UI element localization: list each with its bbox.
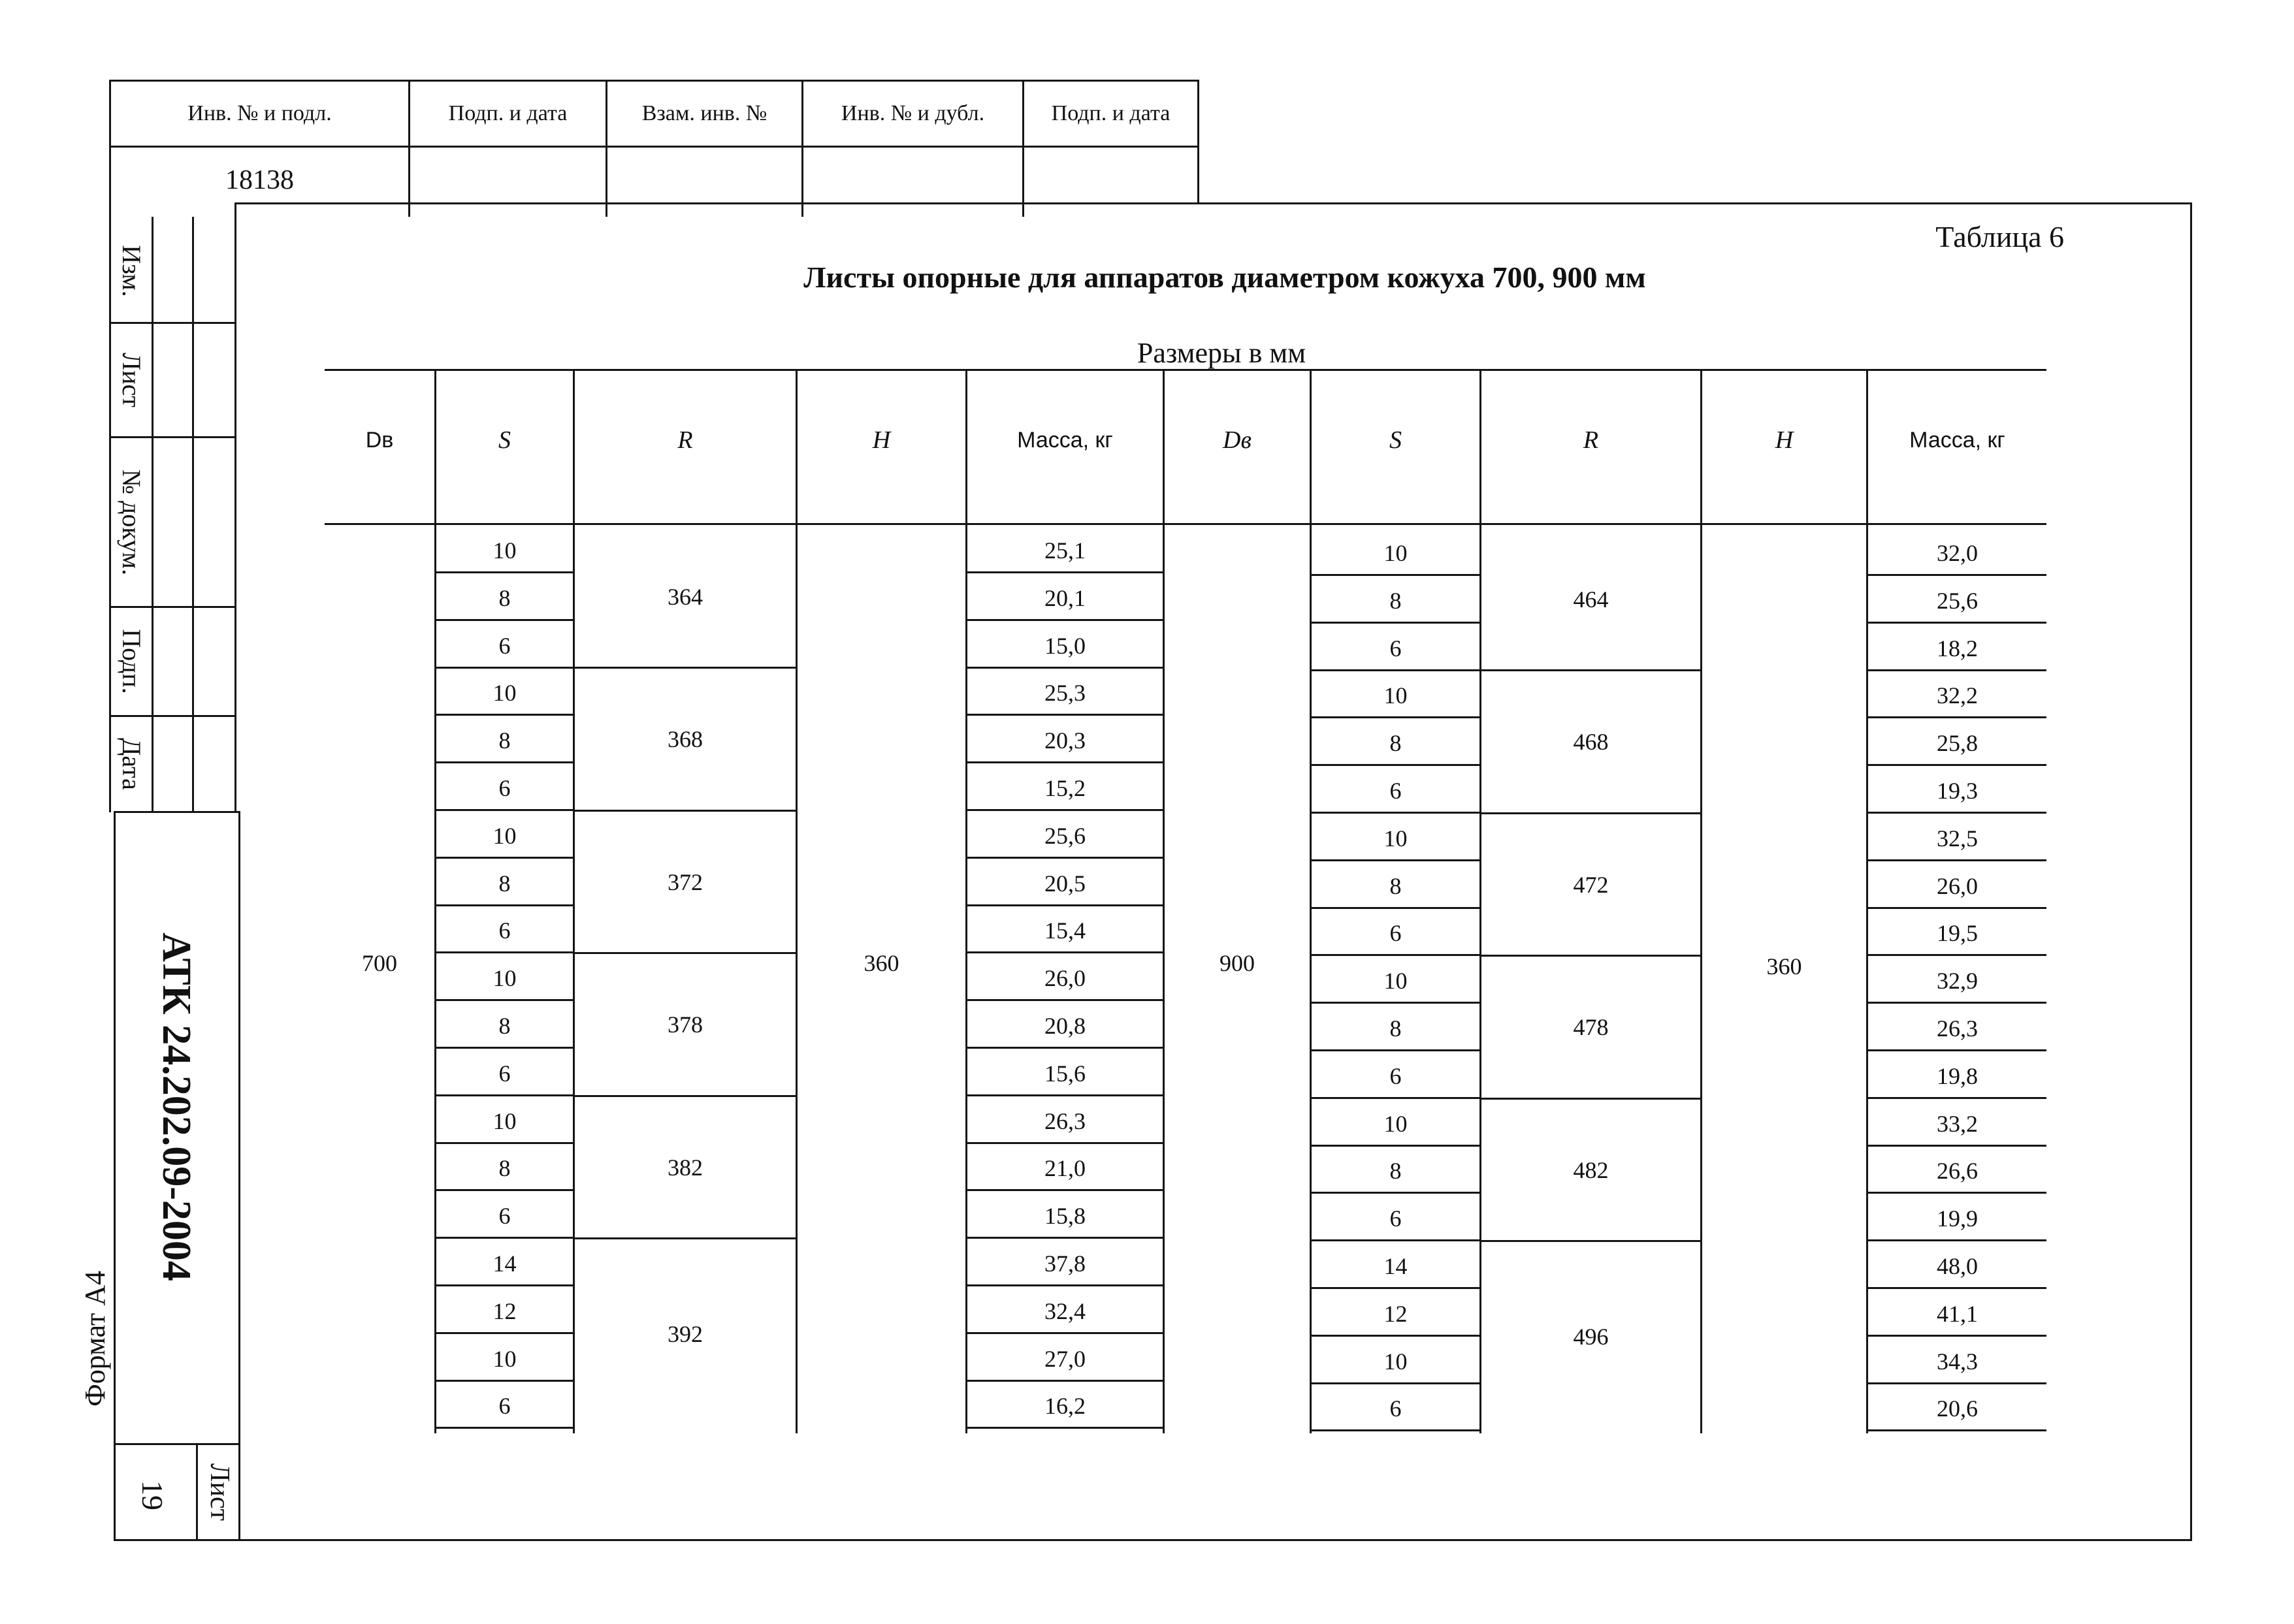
header-r-right: R [1583,426,1599,454]
row-line-mass-left [965,904,1163,906]
row-line-s-right [1310,1287,1479,1289]
dv-right-value: 900 [1220,950,1255,976]
table-cell-s-left: 10 [493,680,517,706]
table-cell-s-right: 10 [1383,825,1408,852]
table-cell-s-right: 6 [1389,1395,1402,1422]
table-cell-r-left: 372 [668,869,703,895]
row-line-s-left [434,619,573,621]
row-line-mass-left [965,1047,1163,1049]
table-cell-mass-left: 27,0 [1044,1346,1086,1372]
table-cell-mass-left: 20,1 [1044,585,1086,611]
row-line-mass-right [1866,1429,2046,1431]
row-line-mass-left [965,714,1163,716]
stamp-label-inv-orig: Инв. № и подл. [187,101,332,125]
table-cell-r-right: 478 [1573,1014,1609,1040]
row-line-mass-right [1866,1145,2046,1147]
table-cell-s-left: 10 [493,1346,517,1372]
table-cell-s-right: 8 [1389,873,1402,899]
row-line-mass-right [1866,1192,2046,1194]
table-cell-mass-right: 25,8 [1937,730,1978,756]
row-line-mass-left [965,667,1163,669]
table-cell-mass-right: 34,3 [1937,1348,1978,1375]
row-line-s-left [434,571,573,573]
table-cell-mass-right: 33,2 [1937,1111,1978,1137]
side-label-doc-no: № докум. [117,469,146,576]
table-cell-r-right: 464 [1573,586,1609,613]
table-cell-mass-right: 26,0 [1937,873,1978,899]
table-cell-s-right: 6 [1389,920,1402,946]
table-cell-s-right: 10 [1383,540,1408,566]
side-label-sign: Подп. [117,629,146,694]
table-cell-mass-right: 19,8 [1937,1063,1978,1089]
row-line-s-left [434,1380,573,1382]
table-cell-s-left: 10 [493,965,517,991]
row-line-mass-left [965,571,1163,573]
h-right-value: 360 [1766,953,1802,979]
row-line-s-right [1310,1429,1479,1431]
row-line-s-left [434,951,573,953]
table-cell-mass-left: 26,3 [1044,1108,1086,1134]
row-line-mass-right [1866,716,2046,718]
row-line-s-left [434,1094,573,1096]
row-line-s-right [1310,669,1479,671]
header-s-right: S [1389,426,1402,454]
table-cell-s-right: 6 [1389,1063,1402,1089]
table-cell-r-right: 472 [1573,872,1609,898]
row-line-mass-left [965,1237,1163,1239]
row-line-mass-right [1866,1335,2046,1337]
table-cell-r-right: 468 [1573,729,1609,755]
row-line-s-left [434,714,573,716]
dv-left-value: 700 [362,950,397,976]
table-cell-mass-right: 26,6 [1937,1158,1978,1184]
row-line-s-left [434,1047,573,1049]
table-cell-s-right: 12 [1383,1301,1408,1327]
table-cell-mass-right: 20,6 [1937,1395,1978,1422]
table-cell-r-left: 364 [668,584,703,610]
header-dv-right: Dв [1223,426,1252,454]
row-line-mass-left [965,951,1163,953]
table-cell-mass-left: 15,0 [1044,633,1086,659]
table-cell-mass-right: 18,2 [1937,635,1978,661]
table-cell-s-right: 8 [1389,730,1402,756]
table-cell-r-left: 392 [668,1320,703,1347]
table-cell-s-left: 10 [493,823,517,849]
row-line-mass-right [1866,1097,2046,1099]
table-cell-s-left: 10 [493,1108,517,1134]
row-line-mass-right [1866,907,2046,909]
table-cell-s-right: 10 [1383,682,1408,709]
row-line-s-right [1310,1335,1479,1337]
row-line-mass-right [1866,669,2046,671]
table-cell-mass-left: 25,1 [1044,537,1086,564]
row-line-s-left [434,1189,573,1191]
row-line-s-right [1310,859,1479,861]
table-cell-r-left: 378 [668,1011,703,1038]
table-cell-mass-left: 26,0 [1044,965,1086,991]
table-cell-mass-right: 41,1 [1937,1301,1978,1327]
row-line-s-left [434,1427,573,1429]
table-cell-s-left: 8 [498,1013,511,1039]
row-line-mass-right [1866,574,2046,576]
row-line-s-right [1310,622,1479,624]
row-line-mass-left [965,1380,1163,1382]
row-line-s-left [434,809,573,811]
table-cell-mass-left: 20,3 [1044,727,1086,754]
row-line-mass-left [965,1142,1163,1144]
row-line-s-left [434,904,573,906]
table-cell-mass-left: 37,8 [1044,1250,1086,1277]
row-line-s-right [1310,1239,1479,1241]
row-line-s-right [1310,1382,1479,1384]
row-line-mass-left [965,1284,1163,1286]
table-cell-mass-left: 15,6 [1044,1060,1086,1087]
row-line-s-right [1310,1002,1479,1004]
table-cell-mass-left: 25,3 [1044,680,1086,706]
row-line-mass-left [965,999,1163,1001]
row-line-s-right [1310,1145,1479,1147]
row-line-mass-left [965,857,1163,859]
row-line-mass-right [1866,1287,2046,1289]
side-label-izm: Изм. [117,245,146,297]
row-line-mass-right [1866,622,2046,624]
table-cell-mass-right: 32,5 [1937,825,1978,852]
header-r-left: R [677,426,693,454]
row-line-mass-right [1866,859,2046,861]
sheet-label: Лист [204,1463,234,1521]
table-cell-s-left: 8 [498,727,511,754]
table-cell-mass-left: 20,8 [1044,1013,1086,1039]
stamp-label-sign-date: Подп. и дата [448,101,568,125]
row-line-mass-right [1866,1239,2046,1241]
table-cell-s-left: 6 [498,917,511,944]
header-mass-left: Масса, кг [1017,427,1113,453]
table-cell-r-left: 368 [668,726,703,752]
table-cell-s-right: 8 [1389,588,1402,614]
table-title: Листы опорные для аппаратов диаметром кожуха 700, 900 мм [803,261,1646,294]
table-cell-s-left: 8 [498,585,511,611]
row-line-s-left [434,1284,573,1286]
row-line-mass-right [1866,812,2046,814]
table-cell-s-right: 6 [1389,635,1402,661]
row-line-mass-right [1866,1002,2046,1004]
row-line-s-right [1310,716,1479,718]
table-cell-s-left: 6 [498,775,511,801]
row-line-s-left [434,999,573,1001]
table-cell-s-left: 8 [498,1155,511,1181]
paper-format: Формат А4 [79,1270,111,1407]
stamp-label-sign-date-2: Подп. и дата [1051,101,1171,125]
document-code: АТК 24.202.09-2004 [154,932,199,1281]
table-cell-mass-right: 26,3 [1937,1015,1978,1042]
table-cell-mass-right: 32,2 [1937,682,1978,709]
table-cell-mass-left: 25,6 [1044,823,1086,849]
table-cell-s-left: 6 [498,1203,511,1229]
table-cell-mass-left: 15,8 [1044,1203,1086,1229]
row-line-s-right [1310,1192,1479,1194]
table-cell-s-left: 10 [493,537,517,564]
row-line-s-right [1310,954,1479,956]
table-cell-r-right: 482 [1573,1157,1609,1183]
table-cell-mass-right: 32,9 [1937,968,1978,994]
row-line-s-left [434,1237,573,1239]
table-cell-s-right: 10 [1383,1111,1408,1137]
side-label-date: Дата [117,738,146,790]
table-cell-r-left: 382 [668,1154,703,1181]
stamp-label-replaced-inv: Взам. инв. № [641,101,767,125]
header-dv-left: Dв [365,427,394,453]
row-line-mass-left [965,1189,1163,1191]
row-line-s-right [1310,812,1479,814]
table-cell-s-left: 6 [498,633,511,659]
row-line-s-right [1310,764,1479,766]
h-left-value: 360 [864,950,899,976]
table-label: Таблица 6 [1935,220,2064,253]
table-cell-s-right: 10 [1383,968,1408,994]
stamp-inv-number: 18138 [225,165,294,195]
side-label-list: Лист [117,353,146,407]
sheet-number: 19 [136,1480,169,1510]
table-cell-mass-right: 19,5 [1937,920,1978,946]
row-line-mass-right [1866,1049,2046,1051]
row-line-s-left [434,1332,573,1334]
table-cell-s-left: 12 [493,1298,517,1324]
table-cell-mass-left: 32,4 [1044,1298,1086,1324]
row-line-mass-left [965,1094,1163,1096]
row-line-s-left [434,761,573,763]
row-line-mass-left [965,619,1163,621]
row-line-mass-right [1866,764,2046,766]
table-cell-mass-left: 15,2 [1044,775,1086,801]
row-line-mass-right [1866,954,2046,956]
header-s-left: S [498,426,511,454]
table-cell-s-left: 14 [493,1250,517,1277]
table-cell-mass-right: 25,6 [1937,588,1978,614]
header-h-left: H [872,426,891,454]
table-cell-mass-right: 19,9 [1937,1205,1978,1232]
table-cell-s-right: 10 [1383,1348,1408,1375]
row-line-s-left [434,857,573,859]
table-cell-r-right: 496 [1573,1323,1609,1350]
row-line-s-left [434,1142,573,1144]
units-note: Размеры в мм [1137,337,1306,369]
table-cell-s-right: 8 [1389,1158,1402,1184]
table-cell-mass-right: 19,3 [1937,778,1978,804]
table-cell-s-right: 6 [1389,778,1402,804]
row-line-mass-left [965,1332,1163,1334]
table-cell-s-left: 6 [498,1060,511,1087]
row-line-s-left [434,667,573,669]
row-line-s-right [1310,1097,1479,1099]
header-h-right: H [1775,426,1794,454]
row-line-mass-left [965,1427,1163,1429]
table-cell-s-left: 6 [498,1393,511,1419]
row-line-s-right [1310,574,1479,576]
stamp-label-inv-dup: Инв. № и дубл. [841,101,985,125]
table-cell-s-right: 8 [1389,1015,1402,1042]
row-line-s-right [1310,907,1479,909]
row-line-s-right [1310,1049,1479,1051]
table-cell-s-right: 6 [1389,1205,1402,1232]
table-cell-s-right: 14 [1383,1253,1408,1279]
row-line-mass-left [965,809,1163,811]
table-cell-mass-left: 16,2 [1044,1393,1086,1419]
table-cell-mass-left: 21,0 [1044,1155,1086,1181]
table-cell-mass-left: 15,4 [1044,917,1086,944]
table-cell-mass-left: 20,5 [1044,870,1086,897]
table-cell-s-left: 8 [498,870,511,897]
header-mass-right: Масса, кг [1909,427,2005,453]
table-cell-mass-right: 32,0 [1937,540,1978,566]
row-line-mass-right [1866,1382,2046,1384]
table-cell-mass-right: 48,0 [1937,1253,1978,1279]
row-line-mass-left [965,761,1163,763]
